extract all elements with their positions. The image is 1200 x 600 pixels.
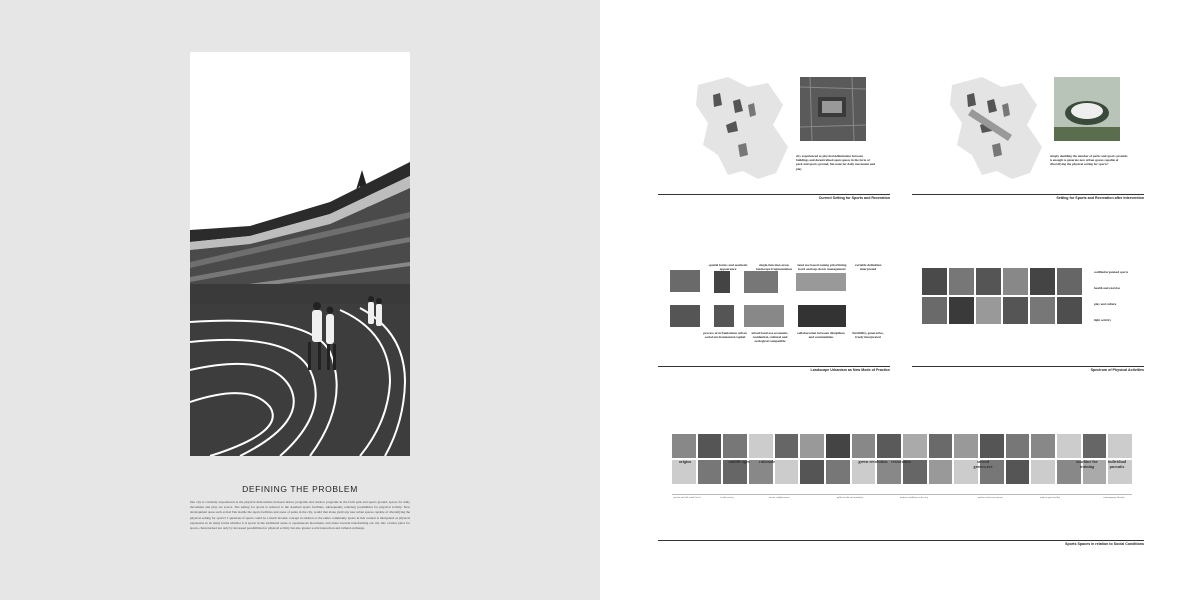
panel5-caption: Sports Spaces in relation to Social Conditions	[1065, 542, 1144, 546]
timeline-green-revolution: green revolution	[858, 459, 888, 464]
right-page	[600, 0, 1200, 600]
category-2: health and exercise	[1094, 286, 1120, 290]
timeline-sub-individual-pursuits: contemporary lifestyle	[1103, 496, 1125, 499]
top-label-3: land use based zoning prioritizing hard and top-down management	[797, 263, 847, 271]
timeline-axis	[672, 494, 1132, 495]
bottom-label-2: mixed land use economic, residential, cultural and ecological compatible	[751, 331, 789, 343]
panel1-text: city experienced as physical delimitation between buildings and decentralised open spaces in the form of park and sports ground, but none for daily movement and play	[796, 154, 876, 171]
city-map-intervention-diagram	[942, 75, 1062, 185]
panel-current-setting	[658, 70, 890, 200]
panel4-caption: Spectrum of Physical Activities	[1090, 368, 1144, 372]
top-label-4: variable definition interpreted	[854, 263, 882, 271]
panel3-rule	[658, 366, 890, 367]
timeline-sub-green-revolution: public health and sanitation	[836, 496, 864, 499]
stadium-render-photo	[1054, 77, 1120, 141]
top-label-2: single-function areas landscape fragmentation	[756, 263, 792, 271]
timeline-middle-ages: middle ages	[728, 459, 750, 464]
timeline-origins: origins	[678, 459, 692, 464]
photo-1	[670, 270, 700, 292]
body-paragraph: Our city is currently experienced as the physical dichotomies between indoor programs and outdoor programs in the form park and sports ground, spaces for daily movement and play are scarce. The setting for sports is reduced to the standard sports facilities, subsequently reducing possibilities for physical activity. New development areas such as Kai Tak double the sports facilities and areas of parks in the city, would that alone yield any new urban spaces capable of diversifying the physical setting for sports? I questions if sports could be a much broader concept in relation to the entire community sports in this context is interpreted as physical expression in its many forms whether it is sports in the traditional sense or spontaneous movement, and alone towards transforming our city into a better place for sports, characterised not only by increased possibilities for physical activity but also greater social interaction and cultural exchange.	[190, 500, 410, 531]
panel4-rule	[912, 366, 1144, 367]
timeline-rationale: rationale	[758, 459, 776, 464]
panel3-caption: Landscape Urbanism as New Mode of Practice	[810, 368, 890, 372]
panel-physical-activities	[922, 268, 1144, 328]
timeline-machine-for-training: machine for training	[1076, 459, 1098, 469]
running-track-photo	[190, 52, 410, 456]
photo-2	[670, 305, 700, 327]
panel-landscape-urbanism	[658, 255, 890, 365]
bottom-label-1: process of urbanization urban social environmental capital	[703, 331, 747, 339]
timeline-second-greenwave: second greenwave	[973, 459, 993, 469]
category-4: light activity	[1094, 318, 1112, 322]
panel1-rule	[658, 194, 890, 195]
photo-6	[714, 305, 734, 327]
photo-5	[796, 273, 846, 291]
activity-photo-grid	[922, 268, 1082, 324]
bottom-label-4: flexibility, generative, freely interpreted	[852, 331, 884, 339]
panel-timeline	[672, 434, 1132, 524]
category-3: play and culture	[1094, 302, 1117, 306]
photo-3	[714, 271, 730, 293]
photo-8	[798, 305, 846, 327]
timeline-restoration: restoration	[891, 459, 911, 464]
panel2-rule	[912, 194, 1144, 195]
timeline-sub-origins: ancient and old world Greek	[673, 496, 701, 499]
panel5-rule	[658, 540, 1144, 541]
timeline-sub-restoration: modern conditions of the city	[899, 496, 929, 499]
panel-after-intervention	[912, 70, 1144, 200]
bottom-label-3: collaboration between disciplines and communities	[797, 331, 845, 339]
panel1-caption: Current Setting for Sports and Recreation	[818, 196, 890, 200]
panel2-caption: Setting for Sports and Recreation after Intervention	[1056, 196, 1144, 200]
city-map-diagram	[688, 75, 808, 185]
aerial-photo-stadium	[800, 77, 866, 141]
timeline-individual-pursuits: individual pursuits	[1107, 459, 1127, 469]
panel2-text: simply doubling the number of parks and sports grounds is enough to generate new urban spaces capable of diversifying the physical setting for sports?	[1050, 154, 1128, 167]
timeline-sub-machine-for-training: modern sport facility	[1039, 496, 1061, 499]
top-label-1: spatial forms and aesthetic appearance	[708, 263, 748, 271]
page-heading: DEFINING THE PROBLEM	[242, 484, 358, 494]
photo-4	[744, 271, 778, 293]
timeline-sub-middle-ages: feudal society	[720, 496, 734, 499]
timeline-sub-second-greenwave: modern social movements	[977, 496, 1003, 499]
photo-7	[744, 305, 784, 327]
category-1: codified/organised sports	[1094, 270, 1129, 274]
timeline-sub-rationale: ascetic enlightenment	[768, 496, 790, 499]
